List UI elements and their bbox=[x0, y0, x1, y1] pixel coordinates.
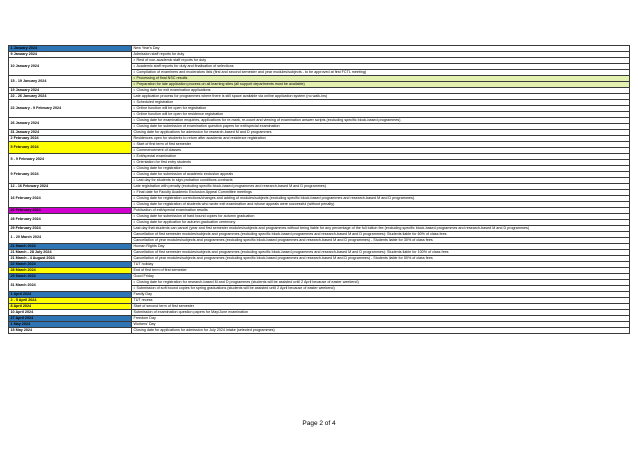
date-cell: 28 February 2024 bbox=[9, 214, 132, 226]
date-cell: 8 April 2024 bbox=[9, 304, 132, 310]
event-text: Scheduled registration bbox=[136, 100, 174, 105]
event-text: Cancellation of first semester modules/subjects and programmes (excluding specific block-based programmes and research-based M and D programmes): Students liable for 60% of class fees bbox=[133, 232, 447, 237]
date-cell: 31 January 2024 bbox=[9, 130, 132, 136]
date-cell: 22 - 26 January 2024 bbox=[9, 94, 132, 100]
date-cell: 10 April 2024 bbox=[9, 310, 132, 316]
bullet-icon: • bbox=[133, 178, 135, 183]
event-text: Last day for students to sign probation conditions contracts bbox=[136, 178, 233, 183]
event-text: Family Day bbox=[133, 292, 152, 297]
event-text: Residences open for students to return after academic and residence registration bbox=[133, 136, 266, 141]
event-text: TUT holiday bbox=[133, 262, 154, 267]
bullet-icon: • bbox=[133, 220, 135, 225]
date-cell: 2 February 2024 bbox=[9, 136, 132, 142]
event-text: Late registration with penalty (excluding specific block-based programmes and research-based M and D programmes) bbox=[133, 184, 326, 189]
academic-calendar-table bbox=[8, 45, 630, 334]
event-text: Closing date for registration bbox=[136, 166, 182, 171]
event-text: Closing date for submission of hard bound copies for autumn graduation bbox=[136, 214, 255, 219]
bullet-icon: • bbox=[133, 148, 135, 153]
event-text: Start of first term of first semester bbox=[136, 142, 192, 147]
bullet-icon: • bbox=[133, 160, 135, 165]
date-cell: 1 May 2024 bbox=[9, 322, 132, 328]
event-text: Cancellation of year modules/subjects and programmes (excluding specific block-based programmes and research-based M and D programmes) - Students liable for 30% of class fees bbox=[133, 238, 433, 243]
event-text: Closing date for registration corrections/changes and adding of modules/subjects (excluding specific block-based programmes and research-based M and D programmes) bbox=[136, 196, 415, 201]
event-text: Closing date for application for autumn graduation ceremony bbox=[136, 220, 236, 225]
date-cell: 26 January 2024 bbox=[9, 118, 132, 130]
event-text: Processing of final NSC results bbox=[136, 76, 188, 81]
date-cell: 16 February 2024 bbox=[9, 190, 132, 208]
bullet-icon: • bbox=[133, 202, 135, 207]
event-text: Preparation for late application process on all learning sites (all support departments must be available) bbox=[136, 82, 305, 87]
date-cell: 1 - 20 March 2024 bbox=[9, 232, 132, 244]
event-text: Submission of soft bound copies for spring graduations (students will be assisted until 2 April because of easter weekend) bbox=[136, 286, 335, 291]
event-text: TUT recess bbox=[133, 298, 153, 303]
event-text: Orientation for first entry students bbox=[136, 160, 192, 165]
bullet-icon: • bbox=[133, 106, 135, 111]
date-cell: 21 March - 4 August 2024 bbox=[9, 256, 132, 262]
date-cell: 19 January 2024 bbox=[9, 88, 132, 94]
bullet-icon: • bbox=[133, 112, 135, 117]
event-text: Submission of examination question papers for May/June examination bbox=[133, 310, 249, 315]
event-text: Workers' Day bbox=[133, 322, 156, 327]
bullet-icon: • bbox=[133, 82, 135, 87]
event-text: Publication of exit/special examination results bbox=[133, 208, 208, 213]
bullet-icon: • bbox=[133, 214, 135, 219]
event-text: Online function will be open for residence registration bbox=[136, 112, 224, 117]
event-text: End of first term of first semester bbox=[133, 268, 187, 273]
event-text: Academic staff reports for duty and finalisation of selections bbox=[136, 64, 234, 69]
event-text: Commencement of classes bbox=[136, 148, 181, 153]
date-cell: 21 March 2024 bbox=[9, 244, 132, 250]
bullet-icon: • bbox=[133, 154, 135, 159]
bullet-icon: • bbox=[133, 70, 135, 75]
bullet-icon: • bbox=[133, 172, 135, 177]
bullet-icon: • bbox=[133, 100, 135, 105]
bullet-icon: • bbox=[133, 76, 135, 81]
date-cell: 2 - 5 April 2024 bbox=[9, 298, 132, 304]
date-cell: 29 March 2024 bbox=[9, 274, 132, 280]
event-text: Closing date for registration of students who wrote exit examination and whose appeals were successful (without penalty) bbox=[136, 202, 335, 207]
page-number: Page 2 of 4 bbox=[302, 420, 336, 427]
bullet-icon: • bbox=[133, 286, 135, 291]
event-text: Late application process for programmes where there is still space available via online application system (no walk-ins) bbox=[133, 94, 328, 99]
event-text: Closing date for submission of examination question papers for exit/special examination bbox=[136, 124, 280, 129]
event-text: Closing date for examination enquiries, applications for re-mark, re-count and viewing of examination answer scripts (excluding specific block-based programmes) bbox=[136, 118, 401, 123]
event-text: New Year's Day bbox=[133, 46, 160, 51]
event-text: Online function will be open for registration bbox=[136, 106, 207, 111]
event-text: Closing date for applications for admission for research-based M and D programmes bbox=[133, 130, 272, 135]
event-text: Human Rights Day bbox=[133, 244, 165, 249]
date-cell: 29 February 2024 bbox=[9, 226, 132, 232]
bullet-icon: • bbox=[133, 118, 135, 123]
bullet-icon: • bbox=[133, 142, 135, 147]
event-text: Good Friday bbox=[133, 274, 154, 279]
event-text: Final date for Faculty Academic Exclusion Appeal Committee meetings bbox=[136, 190, 252, 195]
event-text: Last day that students can cancel (year and first semester modules/subjects and programmes without being liable for any percentage of the full tuition fee (excluding specific block-based programmes and research-based M and D programmes) bbox=[133, 226, 530, 231]
date-cell: 21 March - 28 July 2024 bbox=[9, 250, 132, 256]
event-text: Exit/special examination bbox=[136, 154, 177, 159]
date-cell: 10 January 2024 bbox=[9, 58, 132, 76]
event-cell bbox=[132, 328, 630, 334]
event-text: Compilation of examiners and moderators lists (first and second semester and year modules/subjects - to be approved at first FCTL meeting) bbox=[136, 70, 367, 75]
event-text: Closing date for applications for admission for July 2024 intake (selected programmes) bbox=[133, 328, 275, 333]
date-cell: 15 May 2024 bbox=[9, 328, 132, 334]
bullet-icon: • bbox=[133, 166, 135, 171]
bullet-icon: • bbox=[133, 58, 135, 63]
date-cell: 31 March 2024 bbox=[9, 280, 132, 292]
event-text: Admission staff reports for duty bbox=[133, 52, 185, 57]
bullet-icon: • bbox=[133, 124, 135, 129]
date-cell: 28 March 2024 bbox=[9, 268, 132, 274]
date-cell: 1 April 2024 bbox=[9, 292, 132, 298]
event-text: Cancellation of first semester modules/subjects and programmes (excluding specific block-based programmes and research-based M and D programmes): Students liable for 100% of class fees bbox=[133, 250, 449, 255]
date-cell: 9 January 2024 bbox=[9, 52, 132, 58]
bullet-icon: • bbox=[133, 88, 135, 93]
date-cell: 12 - 16 February 2024 bbox=[9, 184, 132, 190]
event-text: Start of second term of first semester bbox=[133, 304, 194, 309]
event-text: Closing date for submission of academic exclusion appeals bbox=[136, 172, 234, 177]
date-cell: 22 January - 9 February 2024 bbox=[9, 100, 132, 118]
date-cell: 22 March 2024 bbox=[9, 262, 132, 268]
date-cell: 20 February 2024 bbox=[9, 208, 132, 214]
event-text: Closing date for registration for research-based M and D programmes (students will be assisted until 2 April because of easter weekend) bbox=[136, 280, 359, 285]
event-text: Freedom Day bbox=[133, 316, 156, 321]
date-cell: 27 April 2024 bbox=[9, 316, 132, 322]
date-cell: 5 February 2024 bbox=[9, 142, 132, 154]
date-cell: 9 February 2024 bbox=[9, 166, 132, 184]
event-text: Rest of non-academic staff reports for duty bbox=[136, 58, 207, 63]
date-cell: 15 - 19 January 2024 bbox=[9, 76, 132, 88]
bullet-icon: • bbox=[133, 190, 135, 195]
date-cell: 1 January 2024 bbox=[9, 46, 132, 52]
bullet-icon: • bbox=[133, 64, 135, 69]
bullet-icon: • bbox=[133, 196, 135, 201]
calendar-row bbox=[9, 328, 630, 334]
event-text: Cancellation of year modules/subjects and programmes (excluding specific block-based programmes and research-based M and D programmes) - Students liable for 50% of class fees bbox=[133, 256, 433, 261]
event-text: Closing date for exit examination applications bbox=[136, 88, 211, 93]
bullet-icon: • bbox=[133, 280, 135, 285]
date-cell: 5 - 9 February 2024 bbox=[9, 154, 132, 166]
